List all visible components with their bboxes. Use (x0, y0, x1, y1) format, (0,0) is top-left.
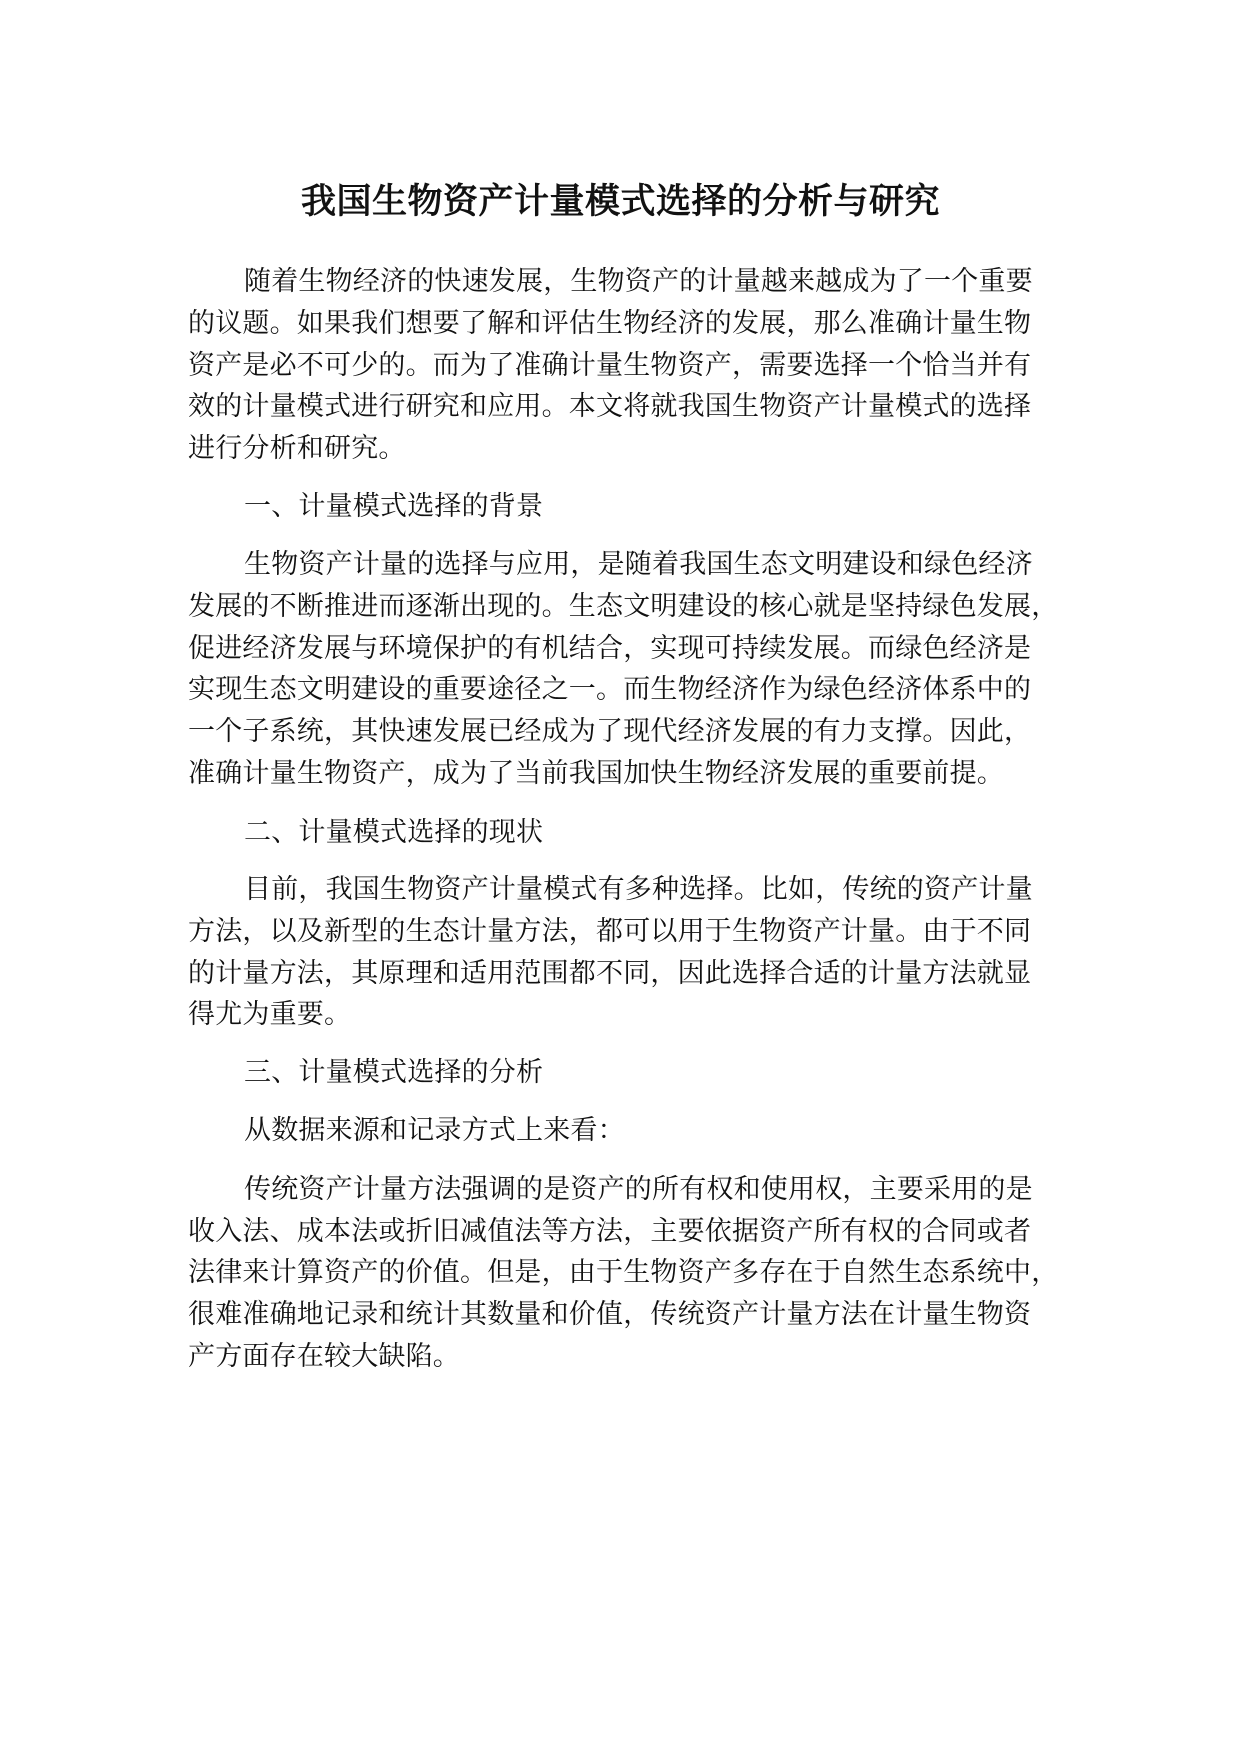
text-line: 很难准确地记录和统计其数量和价值，传统资产计量方法在计量生物资 (188, 1299, 1032, 1330)
text-line: 进行分析和研究。 (188, 433, 406, 464)
page-title: 我国生物资产计量模式选择的分析与研究 (300, 182, 940, 222)
text-line: 实现生态文明建设的重要途径之一。而生物经济作为绿色经济体系中的 (188, 674, 1032, 705)
text-line: 准确计量生物资产，成为了当前我国加快生物经济发展的重要前提。 (188, 758, 1004, 789)
text-line: 随着生物经济的快速发展，生物资产的计量越来越成为了一个重要 (244, 266, 1033, 297)
text-line: 方法，以及新型的生态计量方法，都可以用于生物资产计量。由于不同 (188, 916, 1032, 947)
text-line: 发展的不断推进而逐渐出现的。生态文明建设的核心就是坚持绿色发展， (188, 591, 1059, 622)
text-line: 得尤为重要。 (188, 999, 352, 1030)
section-heading: 三、计量模式选择的分析 (244, 1057, 544, 1088)
text-line: 收入法、成本法或折旧减值法等方法，主要依据资产所有权的合同或者 (188, 1216, 1032, 1247)
section-heading: 一、计量模式选择的背景 (244, 491, 544, 522)
text-line: 法律来计算资产的价值。但是，由于生物资产多存在于自然生态系统中， (188, 1257, 1059, 1288)
text-line: 效的计量模式进行研究和应用。本文将就我国生物资产计量模式的选择 (188, 391, 1032, 422)
text-line: 的议题。如果我们想要了解和评估生物经济的发展，那么准确计量生物 (188, 308, 1032, 339)
text-line: 的计量方法，其原理和适用范围都不同，因此选择合适的计量方法就显 (188, 958, 1032, 989)
text-line: 生物资产计量的选择与应用，是随着我国生态文明建设和绿色经济 (244, 549, 1033, 580)
text-line: 一个子系统，其快速发展已经成为了现代经济发展的有力支撑。因此， (188, 716, 1032, 747)
text-line: 从数据来源和记录方式上来看： (244, 1115, 625, 1146)
text-line: 资产是必不可少的。而为了准确计量生物资产，需要选择一个恰当并有 (188, 350, 1032, 381)
text-line: 目前，我国生物资产计量模式有多种选择。比如，传统的资产计量 (244, 874, 1033, 905)
text-line: 产方面存在较大缺陷。 (188, 1341, 460, 1372)
text-line: 促进经济发展与环境保护的有机结合，实现可持续发展。而绿色经济是 (188, 633, 1032, 664)
text-line: 传统资产计量方法强调的是资产的所有权和使用权，主要采用的是 (244, 1174, 1033, 1205)
section-heading: 二、计量模式选择的现状 (244, 817, 544, 848)
